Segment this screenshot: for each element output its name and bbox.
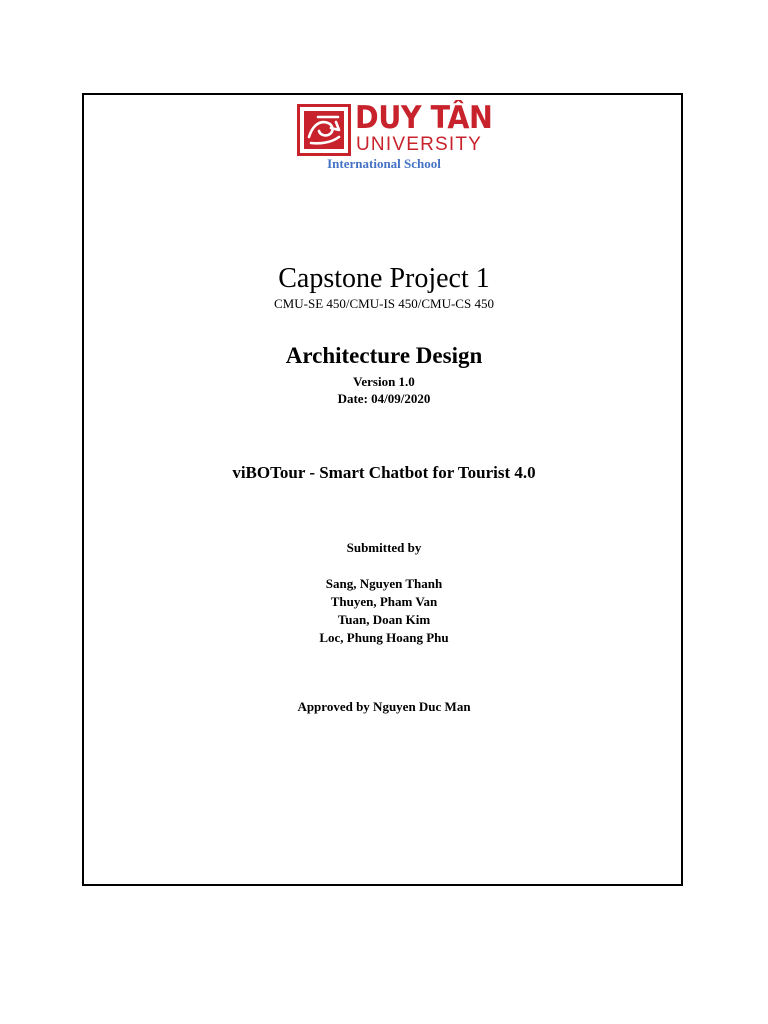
approved-by: Approved by Nguyen Duc Man — [297, 699, 471, 714]
member-item: Sang, Nguyen Thanh — [325, 576, 443, 591]
project-title: Capstone Project 1 — [278, 263, 490, 294]
duy-tan-logo-mark-icon — [297, 104, 351, 156]
project-name: viBOTour - Smart Chatbot for Tourist 4.0 — [232, 463, 536, 482]
member-item: Loc, Phung Hoang Phu — [319, 630, 449, 645]
member-item: Thuyen, Pham Van — [330, 594, 438, 609]
university-logo — [297, 100, 493, 156]
submitted-label: Submitted by — [346, 540, 422, 555]
document-version: Version 1.0 — [353, 374, 415, 389]
university-subtitle: UNIVERSITY — [356, 134, 483, 155]
school-name: International School — [327, 156, 441, 171]
member-list — [0, 575, 768, 647]
university-name: DUY TÂN — [355, 100, 493, 136]
document-date: Date: 04/09/2020 — [337, 391, 431, 406]
document-title: Architecture Design — [285, 343, 483, 368]
course-codes: CMU-SE 450/CMU-IS 450/CMU-CS 450 — [274, 296, 494, 311]
page-border — [82, 93, 683, 886]
member-item: Tuan, Doan Kim — [337, 612, 431, 627]
